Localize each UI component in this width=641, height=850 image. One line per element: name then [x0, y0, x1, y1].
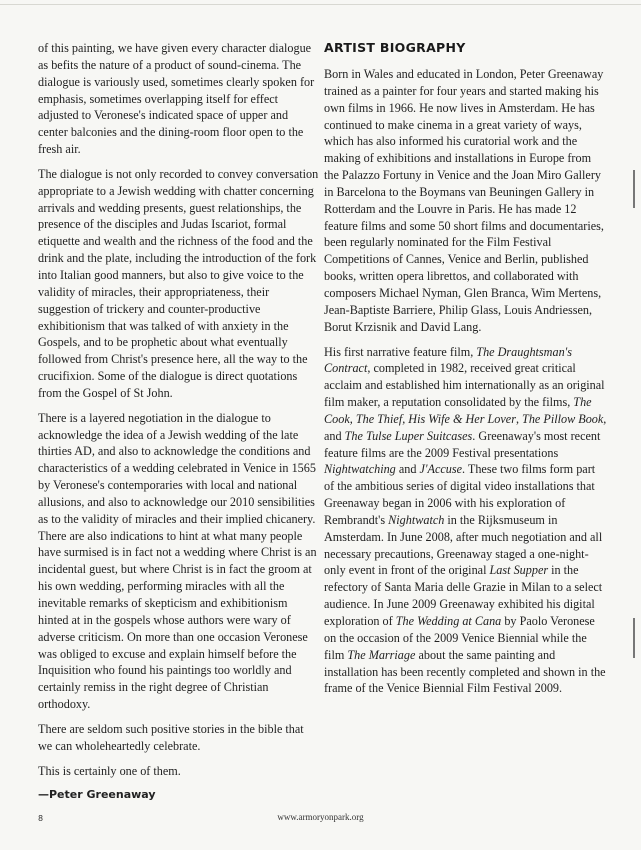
film-title: J'Accuse — [419, 462, 463, 477]
film-title: The Draughtsman's Contract — [324, 344, 573, 376]
biography-paragraph — [324, 344, 608, 698]
page-number: 8 — [38, 814, 44, 823]
text-run: in the Rijksmuseum in Amsterdam. In June 2008, after much negotiation and all necessary precautions, Greenaway staged a one-night-only event in front of the original — [324, 512, 603, 578]
biography-paragraph: Born in Wales and educated in London, Peter Greenaway trained as a painter for four years and started making his own films in 1966. He now lives in Amsterdam. He has continued to make cinema in a great variety of ways, which has also informed his curatorial work and the making of exhibitions and installations in Europe from the Palazzo Fortuny in Venice and the Joan Miro Gallery in Barcelona to the Boymans van Beuningen Gallery in Rotterdam and the Louvre in Paris. He has made 12 feature films and some 50 short films and documentaries, been regularly nominated for the Film Festival Competitions of Cannes, Venice and Berlin, published books, written opera librettos, and collaborated with composers Michael Nyman, Glen Branca, Wim Mertens, Jean-Baptiste Barriere, Philip Glass, Louis Andriessen, Borut Krzisnik and David Lang. — [324, 67, 604, 334]
text-run: , completed in 1982, received great critical acclaim and established him internationally as an original film maker, a reputation consolidated by the films, — [324, 361, 605, 410]
essay-paragraph: of this painting, we have given every character dialogue as befits the nature of a product of sound-cinema. The dialogue is variously used, sometimes clearly spoken for emphasis, sometimes overlapping itself for effect adjusted to Veronese's indicated space of upper and center balconies and the dining-room floor open to the fresh air. — [38, 41, 315, 157]
film-title: The Pillow Book — [522, 411, 604, 426]
artwork-title: The Wedding at Cana — [395, 614, 502, 628]
text-run: , and — [324, 411, 607, 443]
section-heading: ARTIST BIOGRAPHY — [324, 40, 466, 55]
essay-paragraph: There are seldom such positive stories in the bible that we can wholeheartedly celebrate. — [38, 721, 304, 753]
film-title: The Marriage — [347, 647, 416, 662]
text-run: and — [395, 462, 420, 477]
text-run: His first narrative feature film, — [324, 344, 477, 359]
essay-column — [38, 40, 320, 804]
artwork-title: Last Supper — [489, 563, 549, 578]
text-run: . Greenaway's most recent feature films are the 2009 Festival presentations — [324, 428, 601, 460]
film-title: The Tulse Luper Suitcases — [344, 428, 473, 443]
essay-paragraph: This is certainly one of them. — [38, 763, 181, 778]
text-run: , — [515, 411, 523, 426]
text-run: by Paolo Veronese on the occasion of the 2009 Venice Biennial while the film — [324, 614, 595, 662]
essay-paragraph: There is a layered negotiation in the dialogue to acknowledge the idea of a Jewish wedding of the late thirties AD, and also to acknowledge the conditions and characteristics of a wedding celebrated in Venice in 1565 by Veronese's contemporaries with local and national allusions, and also to acknowledge our 2010 sensibilities as to the validity of miracles and their implied chicanery. There are also indications to hint at what many people have surmised is in fact not a wedding where Christ is an incidental guest, but where Christ is in fact the groom at his own wedding, performing miracles with all the inevitable remarks of skepticism and exhibitionism hinted at in the gospels whose authors were wary of adverse criticism. On more than one occasion Veronese was obliged to excuse and explain himself before the Inquisition who found his paintings too worldly and certainly remiss in the right degree of Christian orthodoxy. — [38, 410, 317, 712]
film-title: Nightwatching — [324, 462, 396, 477]
biography-column — [324, 40, 608, 705]
artwork-title: Nightwatch — [388, 512, 445, 527]
footer-url[interactable]: www.armoryonpark.org — [277, 812, 364, 822]
scan-edge-mark — [633, 618, 635, 658]
top-rule — [0, 4, 641, 5]
essay-paragraph: The dialogue is not only recorded to convey conversation appropriate to a Jewish wedding with chatter concerning arrivals and wedding presents, guest relationships, the presence of the disciples and Judas Iscariot, formal etiquette and wealth and the richness of the food and the drink and the plate, including the introduction of the fork into Italian good manners, but also to give voice to the validity of miracles, their appropriateness, their suggestion of trickery and counter-productive exhibitionism that was talked of with anxiety in the Gospels, and to be prophetic about what eventually followed from Christ's presence here, all the way to the crucifixion. Some of the dialogue is direct quotations from the Gospel of St John. — [38, 166, 319, 400]
scan-edge-mark — [633, 170, 635, 208]
text-run: about the same painting and installation has been recently completed and shown in the frame of the Venice Biennial Film Festival 2009. — [324, 647, 606, 696]
text-run: in the refectory of Santa Maria delle Grazie in Milan to a select audience. In June 2009 Greenaway exhibited his digital exploration of — [324, 563, 603, 628]
author-signature: —Peter Greenaway — [38, 788, 156, 802]
film-title: The Cook, The Thief, His Wife & Her Lover — [324, 395, 592, 426]
text-run: . These two films form part of the ambitious series of digital video installations that Greenaway began in 2006 with his exploration of Rembrandt's — [324, 462, 596, 527]
